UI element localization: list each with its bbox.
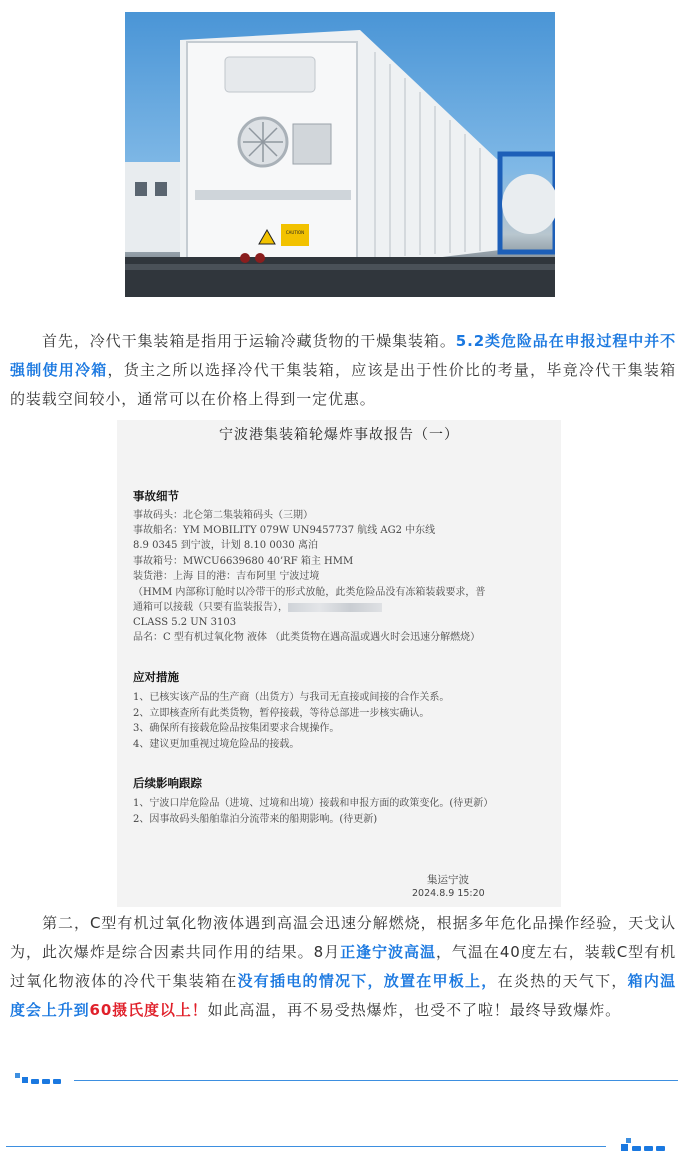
report-line: 3、确保所有接载危险品按集团要求合规操作。 [133,723,340,734]
report-line: 4、建议更加重视过境危险品的接载。 [133,739,300,750]
report-line: 品名：C 型有机过氧化物 液体 （此类货物在遇高温或遇火时会迅速分解燃烧） [133,632,481,643]
caution-label [281,224,309,246]
report-section-follow-up: 后续影响跟踪 [133,776,202,790]
report-section-response: 应对措施 [133,670,179,684]
accident-report-image [117,420,561,907]
report-line: 通箱可以接载（只要有监装报告）， [133,602,288,613]
report-line: （HMM 内部称订舱时以冷带干的形式放舱，此类危险品没有冻箱装载要求，普 [133,587,486,598]
dots-ornament-icon [14,1071,66,1085]
para2-highlight-60c: 60摄氏度以上！ [89,1001,208,1019]
report-line: 2、因事故码头船舶靠泊分流带来的船期影响。(待更新) [133,814,378,825]
para2-highlight-temp: 箱内温度会上升到 [10,972,677,1019]
report-section-accident-details: 事故细节 [133,489,179,503]
para2-text-3: 在炎热的天气下， [497,972,628,990]
para2-text-1: 第二，C型有机过氧化物液体遇到高温会迅速分解燃烧，根据多年危化品操作经验，天戈认为，此次爆炸是综合因素共同作用的结果。8月 [10,914,676,961]
para2-text-4: 如此高温，再不易受热爆炸，也受不了啦！最终导致爆炸。 [207,1001,621,1019]
para2-text-2: ，气温在40度左右，装载C型有机过氧化物液体的冷代干集装箱在 [10,943,676,990]
divider-line-top [74,1080,678,1081]
container-illustration [125,12,555,297]
report-signature: 集运宁波 [427,874,469,886]
train-window [155,182,167,196]
report-line: 装货港：上海 目的港：吉布阿里 宁波过境 [133,571,320,582]
rail-platform [125,257,555,297]
report-datetime: 2024.8.9 15:20 [412,888,485,899]
vent-panel [225,57,315,92]
report-line: 8.9 0345 到宁波，计划 8.10 0030 离泊 [133,540,318,551]
report-line: 事故船名：YM MOBILITY 079W UN9457737 航线 AG2 中东线 [133,525,436,536]
analysis-paragraph [10,909,676,1025]
frame-rail [195,190,351,200]
report-line-with-redaction [133,601,382,615]
dots-ornament-icon [620,1137,672,1153]
report-line: 事故箱号：MWCU6639680 40’RF 箱主 HMM [133,556,354,567]
train-car-left [125,162,185,252]
divider-line-bottom [6,1146,606,1147]
redacted-text-blur [288,603,382,612]
caution-label-text: CAUTION [285,230,305,235]
report-line: 事故码头：北仑第二集装箱码头（三期） [133,510,313,521]
report-line: CLASS 5.2 UN 3103 [133,617,237,628]
tank-cylinder [502,174,555,234]
control-box [293,124,331,164]
reefer-container-photo [125,12,555,297]
train-window [135,182,147,196]
para1-text-1: 首先，冷代干集装箱是指用于运输冷藏货物的干燥集装箱。 [42,332,456,350]
report-line: 1、已核实该产品的生产商（出货方）与我司无直接或间接的合作关系。 [133,692,450,703]
para2-highlight-unplugged: 没有插电的情况下，放置在甲板上， [237,972,498,990]
report-title: 宁波港集装箱轮爆炸事故报告（一） [219,427,459,443]
report-line: 1、宁波口岸危险品（进境、过境和出境）接载和申报方面的政策变化。(待更新） [133,798,494,809]
para1-highlight: 5.2类危险品在申报过程中并不强制使用冷箱 [10,332,676,379]
report-line: 2、立即核查所有此类货物，暂停接载，等待总部进一步核实确认。 [133,708,430,719]
para1-text-2: ，货主之所以选择冷代干集装箱，应该是出于性价比的考量，毕竟冷代干集装箱的装载空间较小，通常可以在价格上得到一定优惠。 [10,361,676,408]
intro-paragraph [10,327,676,414]
para2-highlight-heat: 正逢宁波高温 [340,943,436,961]
